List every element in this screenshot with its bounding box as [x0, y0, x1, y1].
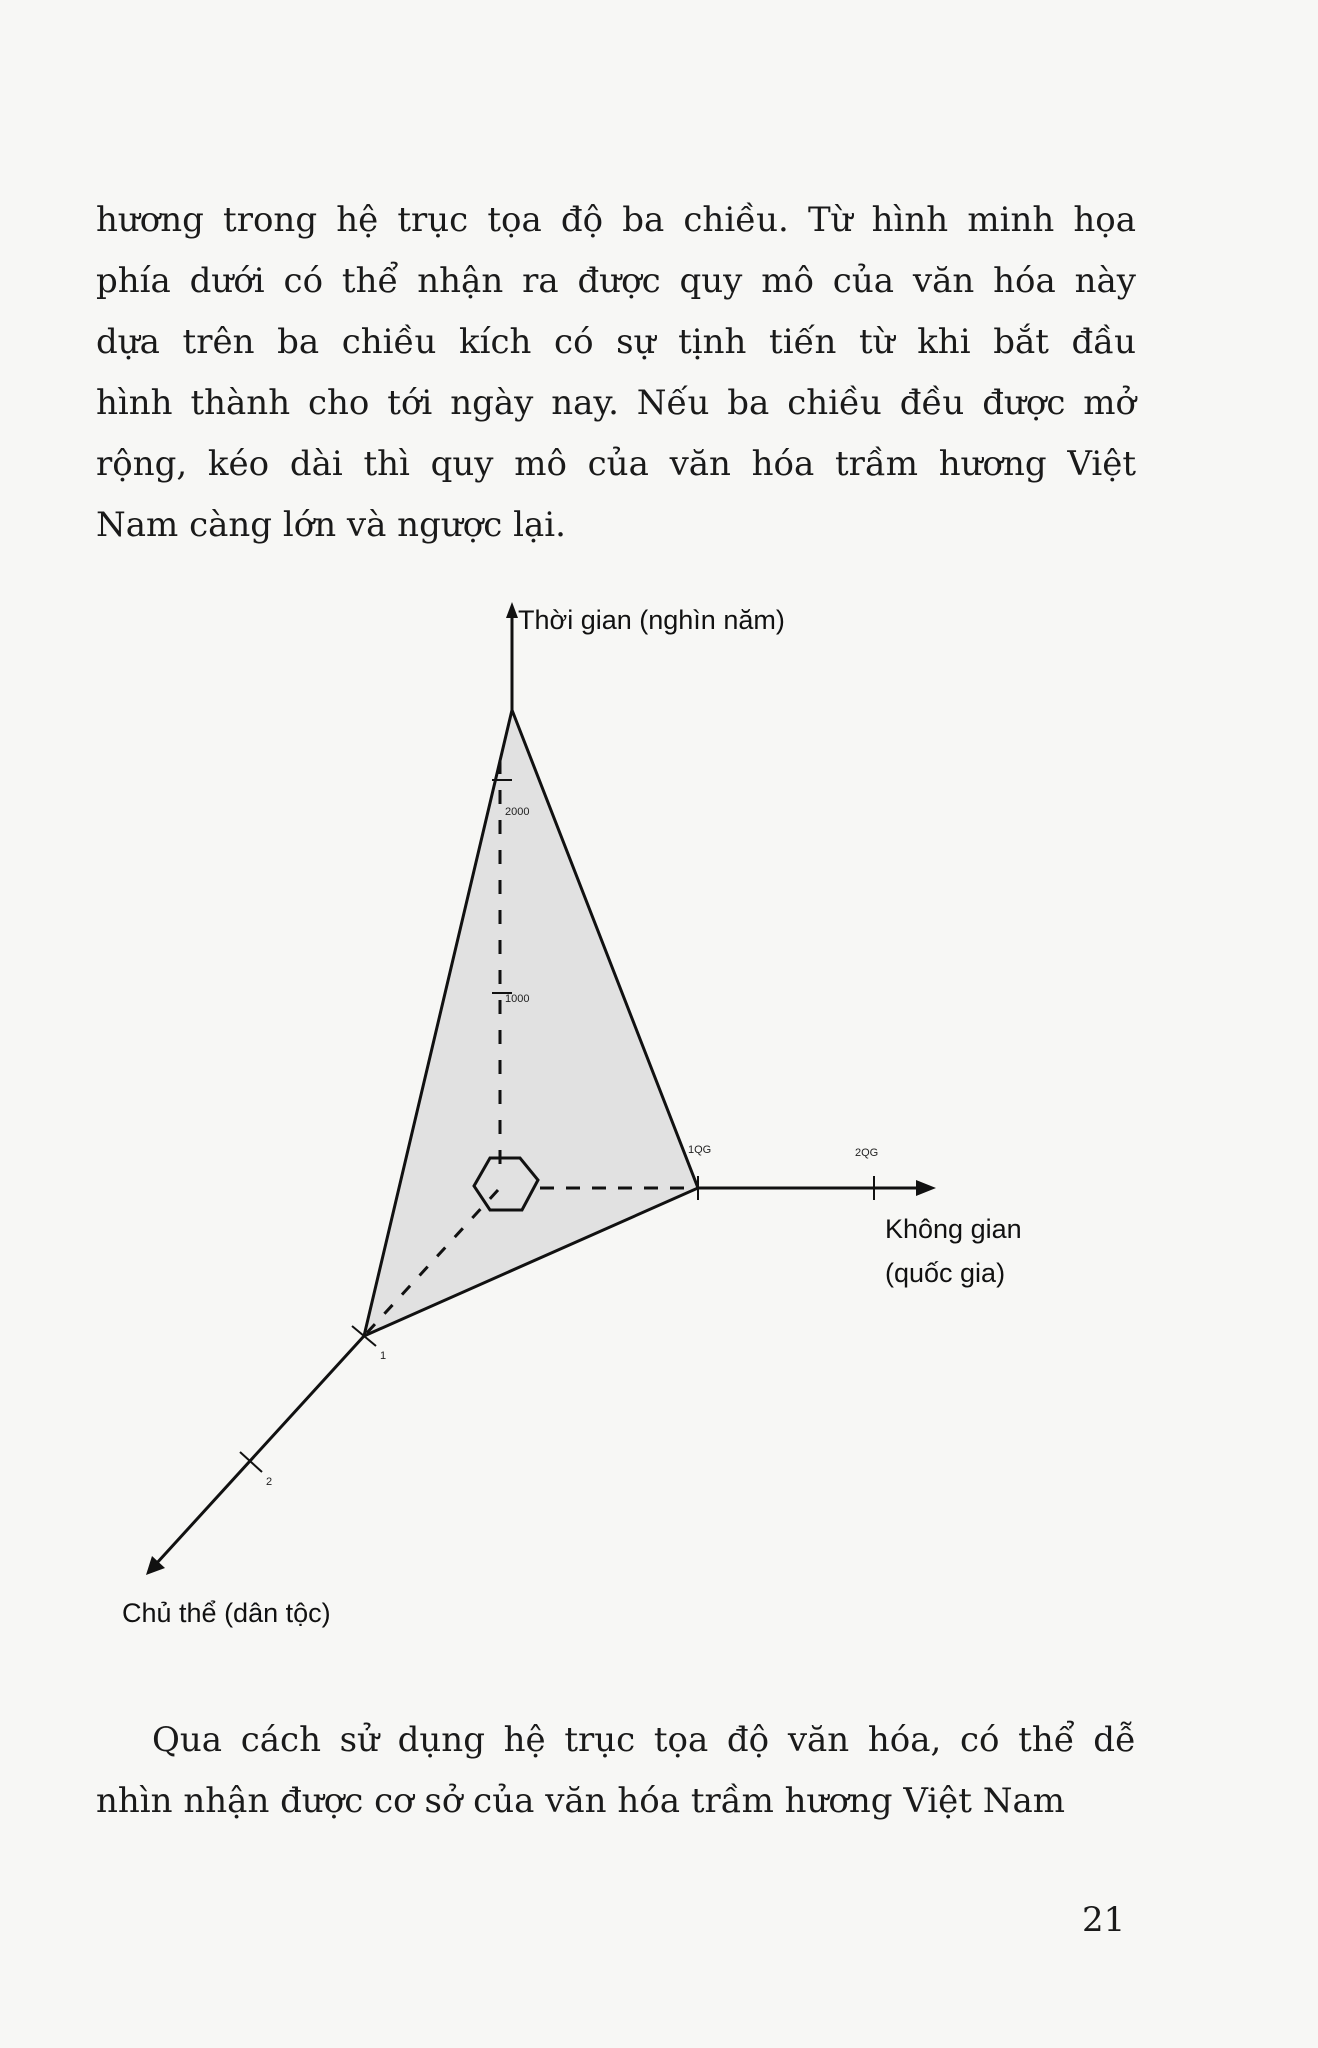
subject-tick-label-1: 1: [380, 1350, 387, 1362]
text-line: Nam càng lớn và ngược lại.: [96, 505, 566, 545]
body-paragraph-2: [96, 1710, 1136, 1832]
text-line: phía dưới có thể nhận ra được quy mô của văn hóa này: [96, 261, 1136, 301]
text-line: Qua cách sử dụng hệ trục tọa độ văn hóa, có thể dễ: [152, 1720, 1136, 1760]
page-number: 21: [1082, 1900, 1126, 1940]
text-line: dựa trên ba chiều kích có sự tịnh tiến từ khi bắt đầu: [96, 322, 1136, 362]
text-line: nhìn nhận được cơ sở của văn hóa trầm hương Việt Nam: [96, 1781, 1066, 1821]
subject-axis-label: Chủ thể (dân tộc): [122, 1598, 331, 1628]
subject-tick-label-2: 2: [266, 1476, 273, 1488]
time-tick-label-2000: 2000: [505, 806, 530, 818]
time-axis-label: Thời gian (nghìn năm): [518, 605, 785, 635]
space-axis-label-line1: Không gian: [885, 1214, 1022, 1244]
time-axis-arrow-icon: [506, 602, 518, 618]
space-tick-label-2: 2QG: [855, 1147, 879, 1159]
culture-scale-triangle: [364, 710, 698, 1336]
subject-axis: [156, 1336, 364, 1564]
time-tick-label-1000: 1000: [505, 993, 530, 1005]
space-axis-arrow-icon: [916, 1180, 936, 1196]
space-tick-label-1: 1QG: [688, 1144, 712, 1156]
text-line: hương trong hệ trục tọa độ ba chiều. Từ hình minh họa: [96, 200, 1136, 240]
text-line: rộng, kéo dài thì quy mô của văn hóa trầm hương Việt: [96, 444, 1136, 484]
space-axis-label-line2: (quốc gia): [885, 1258, 1006, 1288]
text-line: hình thành cho tới ngày nay. Nếu ba chiều đều được mở: [96, 383, 1136, 423]
